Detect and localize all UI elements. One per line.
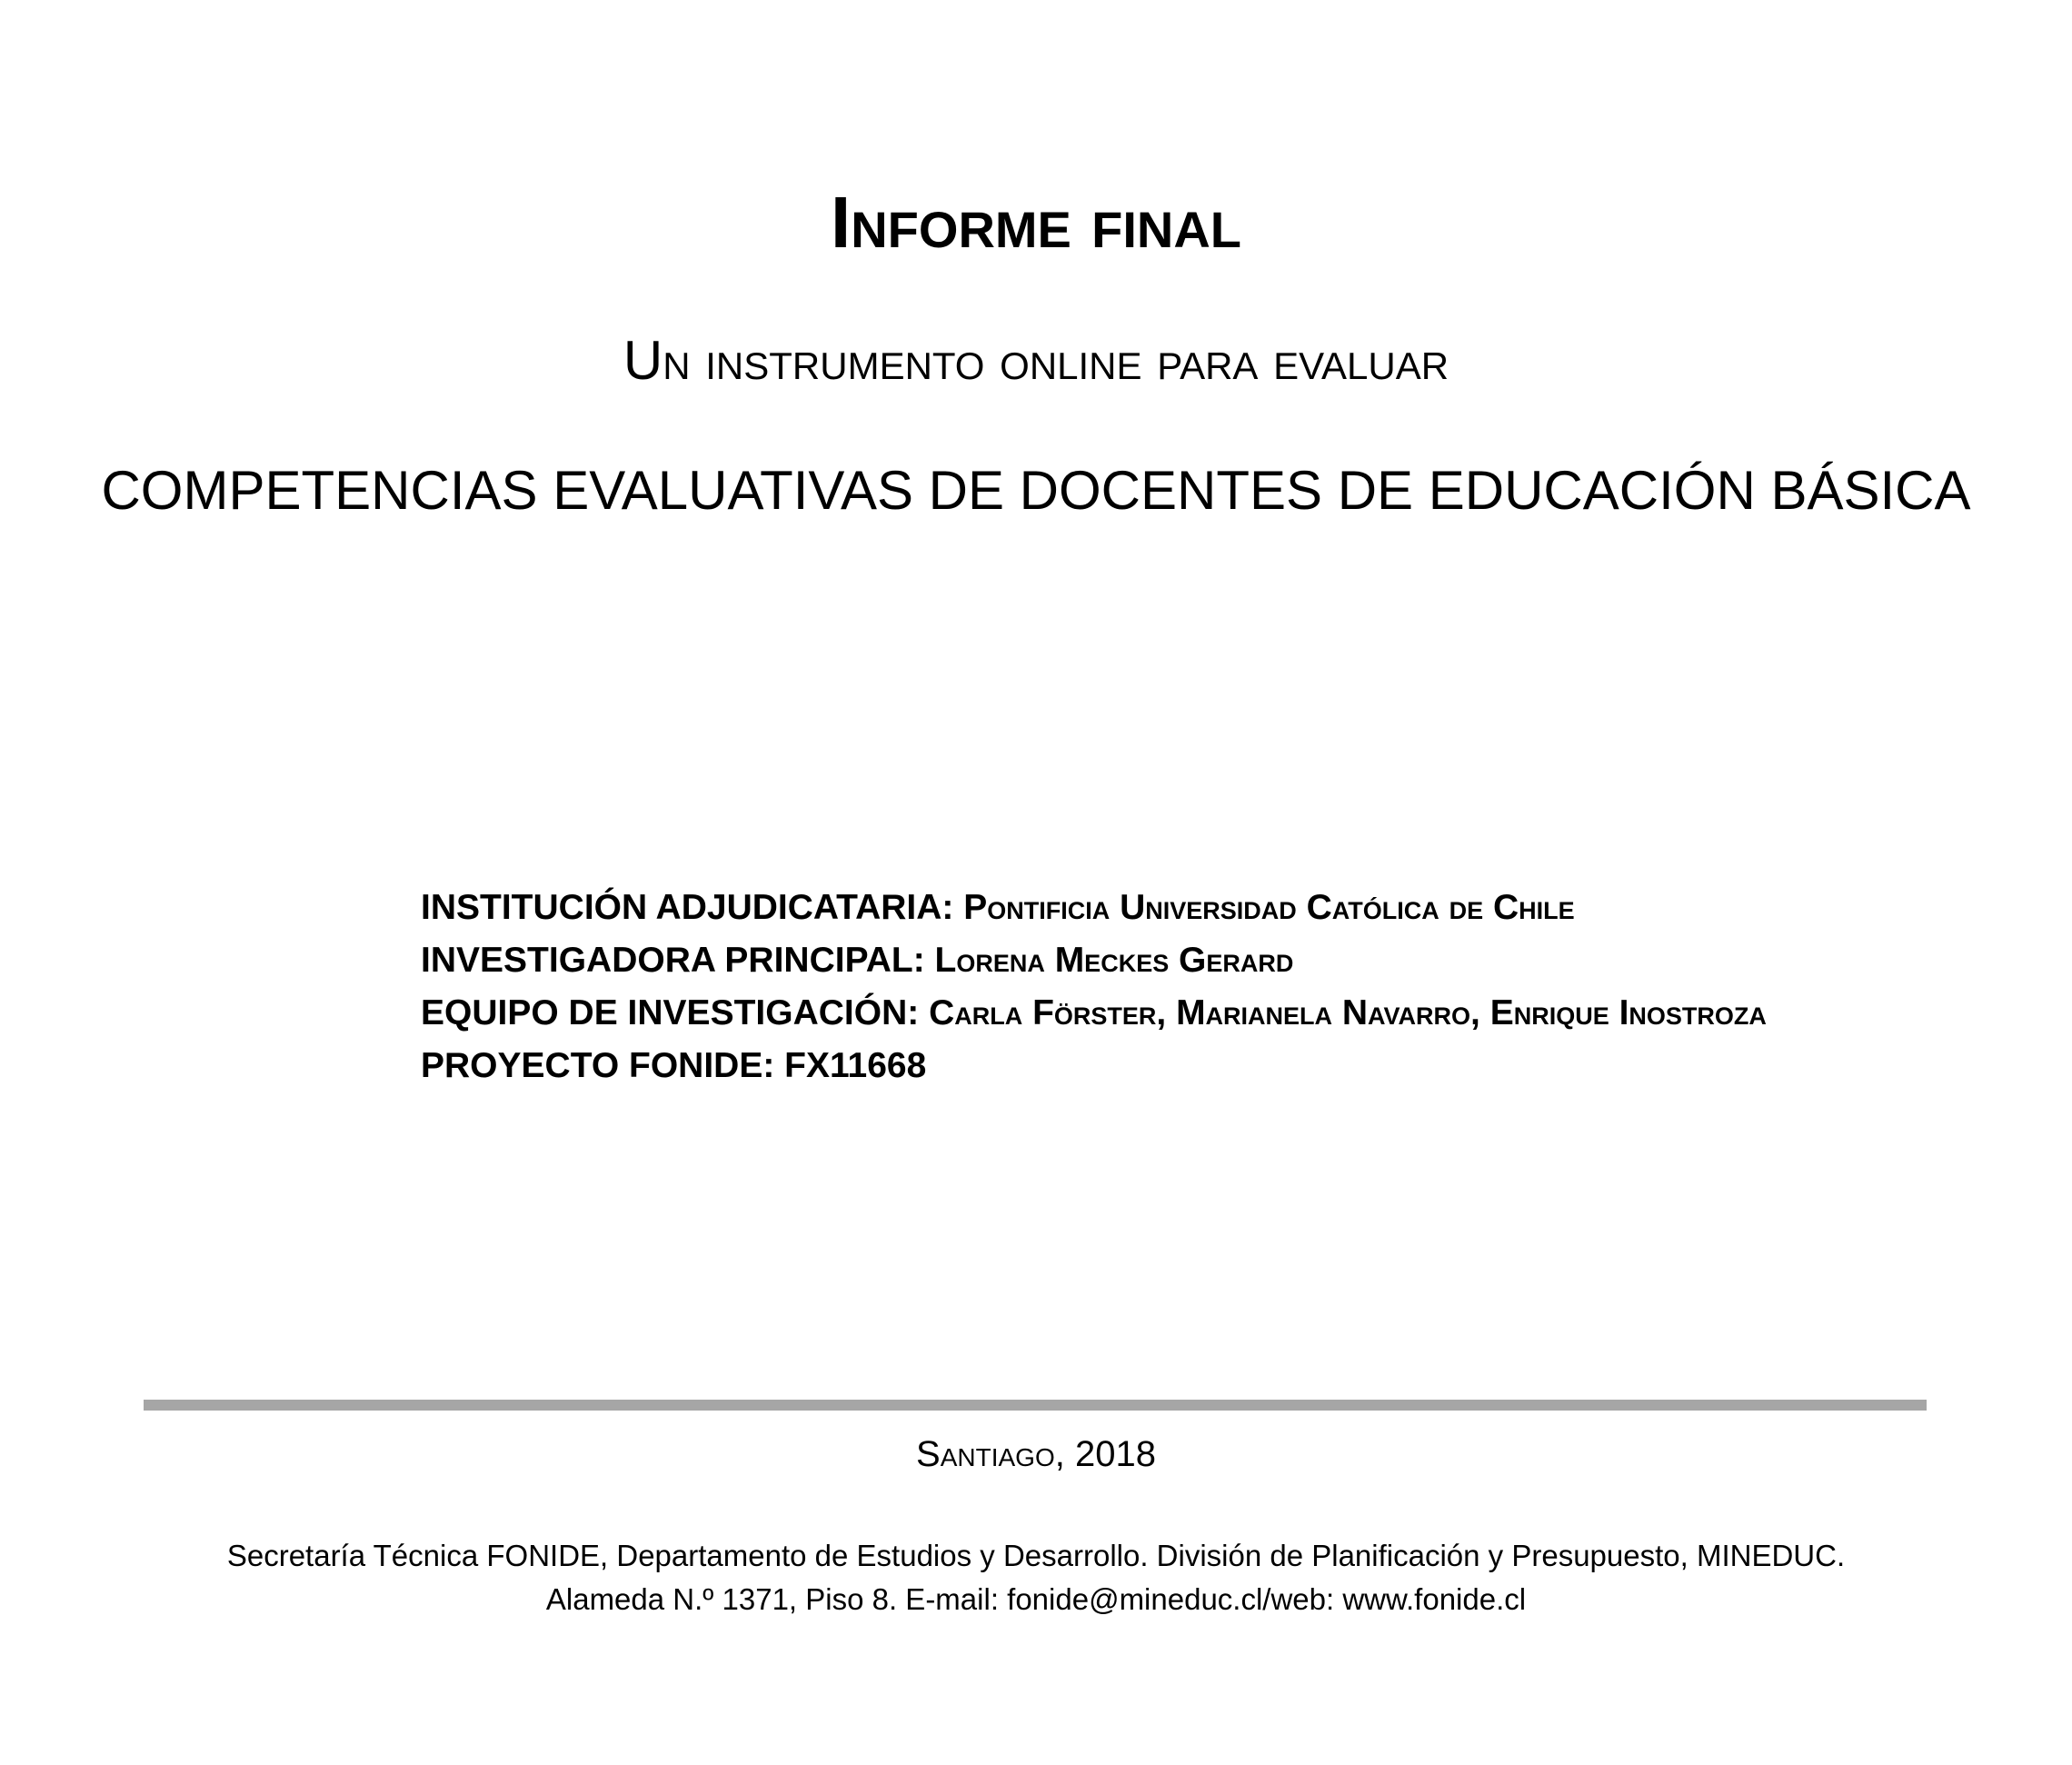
meta-principal-investigator-label: INVESTIGADORA PRINCIPAL: [421,941,925,980]
document-subtitle-line2: COMPETENCIAS EVALUATIVAS DE DOCENTES DE EDUCACIÓN BÁSICA [101,460,1971,521]
document-title: Informe final [831,182,1241,263]
meta-project-label: PROYECTO FONIDE: [421,1046,775,1085]
meta-research-team [421,987,1767,1040]
project-metadata [421,882,1767,1092]
meta-institution-label: INSTITUCIÓN ADJUDICATARIA: [421,888,954,927]
meta-institution [421,882,1767,934]
document-subtitle-line1: Un instrumento online para evaluar [623,330,1449,391]
meta-institution-value: Pontificia Universidad Católica de Chile [963,888,1575,927]
footer-line2: Alameda N.º 1371, Piso 8. E-mail: fonide@mineduc.cl/web: www.fonide.cl [545,1582,1527,1616]
meta-research-team-label: EQUIPO DE INVESTIGACIÓN: [421,993,920,1032]
place-date: Santiago, 2018 [916,1434,1156,1474]
horizontal-divider [144,1400,1927,1411]
footer-line1: Secretaría Técnica FONIDE, Departamento de Estudios y Desarrollo. División de Planificación y Presupuesto, MINEDUC. [226,1539,1846,1572]
meta-project [421,1040,1767,1092]
meta-principal-investigator-value: Lorena Meckes Gerard [934,941,1294,980]
meta-project-value: FX11668 [784,1046,927,1085]
meta-research-team-value: Carla Förster, Marianela Navarro, Enrique Inostroza [929,993,1767,1032]
meta-principal-investigator [421,934,1767,987]
